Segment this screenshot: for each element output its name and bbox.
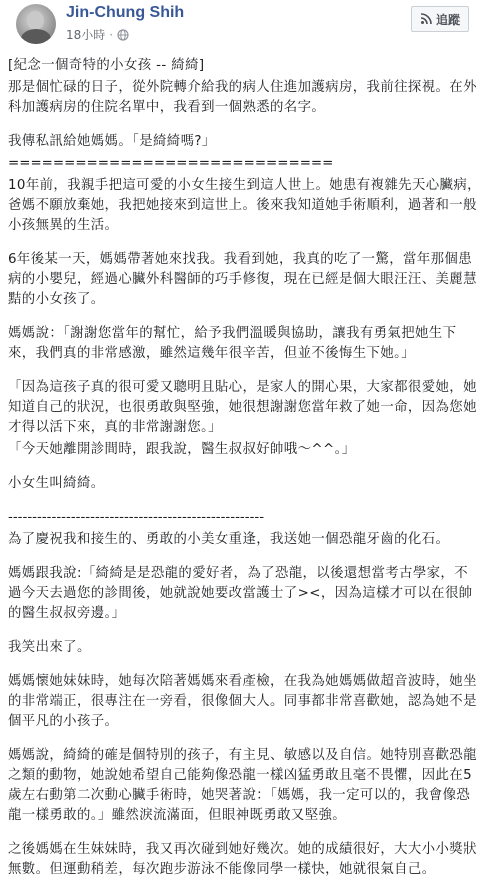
post-timestamp[interactable]: 18小時 [66,28,106,42]
post-body [8,56,481,894]
post-paragraph: 10年前，我親手把這可愛的小女生接生到這人世上。她患有複雜先天心臟病，爸媽不願放棄她，我把她接來到這世上。後來我知道她手術順利，過著和一般小孩無異的生活。 [8,178,481,233]
post-paragraph: 為了慶祝我和接生的、勇敢的小美女重逢，我送她一個恐龍牙齒的化石。 [8,532,450,547]
author-avatar[interactable] [16,4,56,44]
section-divider: ----------------------------------------------------- [8,510,265,525]
post-paragraph: 6年後某一天，媽媽帶著她來找我。我看到她，我真的吃了一驚，當年那個患病的小嬰兒，經過心臟外科醫師的巧手修復，現在已經是個大眼汪汪、美麗慧黠的小女孩了。 [8,252,477,307]
post-paragraph: 媽媽說，綺綺的確是個特別的孩子，有主見、敏感以及自信。她特別喜歡恐龍之類的動物，她說她希望自己能夠像恐龍一樣凶猛勇敢且毫不畏懼，因此在5歲左右動第二次動心臟手術時，她哭著說：「媽媽，我一定可以的，我會像恐龍一樣勇敢的。」雖然淚流滿面，但眼神既勇敢又堅強。 [8,748,477,823]
section-divider: ============================= [8,156,334,171]
post-paragraph: 「今天她離開診間時，跟我說，醫生叔叔好帥哦～^^。」 [8,442,356,457]
post-paragraph: 那是個忙碌的日子，從外院轉介給我的病人住進加護病房，我前往探視。在外科加護病房的住院名單中，我看到一個熟悉的名字。 [8,80,477,115]
post-paragraph: 小女生叫綺綺。 [8,476,105,491]
follow-button[interactable] [411,6,469,32]
avatar-body [21,29,51,44]
follow-label: 追蹤 [435,12,460,27]
post-title: [紀念一個奇特的小女孩 -- 綺綺] [8,58,205,73]
post-meta [66,26,129,43]
post-paragraph: 媽媽跟我說:「綺綺是是恐龍的愛好者，為了恐龍，以後還想當考古學家，不過今天去過您的診間後，她就說她要改當護士了><，因為這樣才可以在很帥的醫生叔叔旁邊。」 [8,566,473,621]
author-name-link[interactable]: Jin-Chung Shih [66,4,185,21]
post-paragraph: 媽媽說：「謝謝您當年的幫忙，給予我們溫暖與協助，讓我有勇氣把她生下來，我們真的非常感激，雖然這幾年很辛苦，但並不後悔生下她。」 [8,326,457,361]
globe-icon[interactable] [117,29,129,41]
meta-separator: · [109,27,114,42]
post-paragraph: 我傳私訊給她媽媽。「是綺綺嗎?」 [8,134,216,149]
post-paragraph: 媽媽懷她妹妹時，她每次陪著媽媽來看產檢，在我為她媽媽做超音波時，她坐的非常端正，很專注在一旁看，很像個大人。同事都非常喜歡她，認為她不是個平凡的小孩子。 [8,674,477,729]
avatar-face [27,11,44,30]
post-paragraph: 之後媽媽在生妹妹時，我又再次碰到她好幾次。她的成績很好，大大小小獎狀無數。但運動稍差，每次跑步游泳不能像同學一樣快，她就很氣自己。 [8,842,477,877]
rss-icon [420,13,432,25]
post-header [8,0,481,50]
post-paragraph: 我笑出來了。 [8,640,91,655]
post-paragraph: 「因為這孩子真的很可愛又聰明且貼心，是家人的開心果，大家都很愛她，她知道自己的狀況，也很勇敢與堅強，她很想謝謝您當年救了她一命，因為您她才得以活下來，真的非常謝謝您。」 [8,380,477,435]
